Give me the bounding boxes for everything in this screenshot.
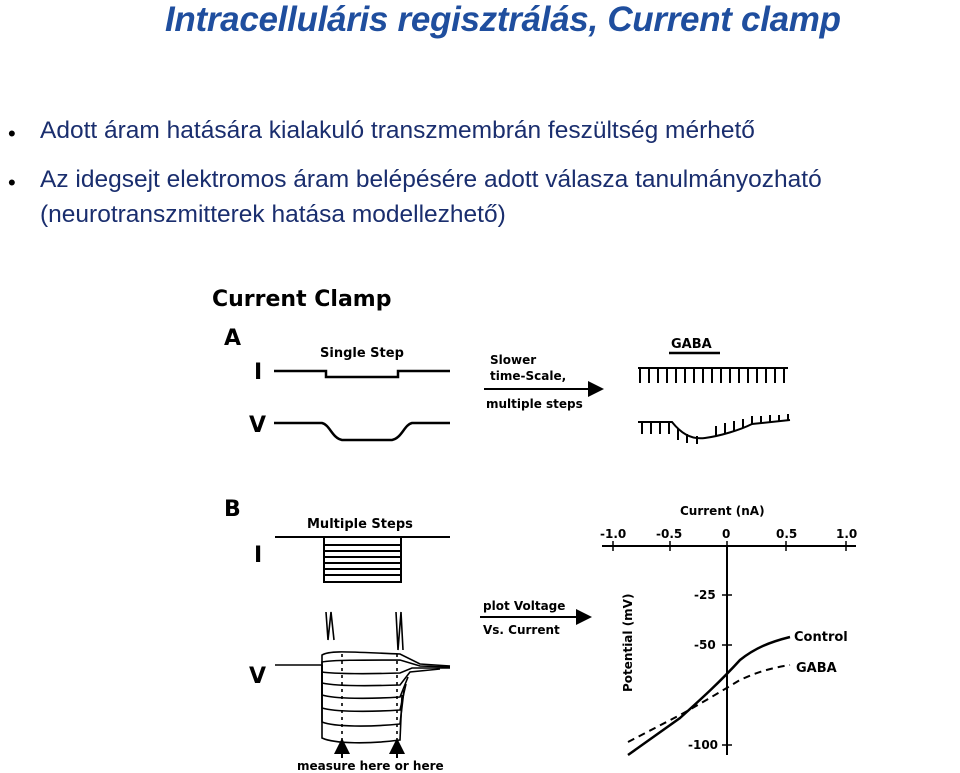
- figure-heading: Current Clamp: [212, 287, 392, 312]
- x-tick-label: -1.0: [600, 527, 627, 541]
- panel-b-letter: B: [224, 497, 241, 522]
- multiple-steps-label: Multiple Steps: [307, 517, 413, 532]
- x-tick-label: 0: [722, 527, 731, 541]
- multiple-step-currents: [275, 537, 450, 583]
- multiple-step-voltages: [275, 612, 450, 743]
- slower-label: Slower: [490, 353, 537, 367]
- single-step-label: Single Step: [320, 346, 404, 361]
- x-tick-label: 0.5: [776, 527, 798, 541]
- gaba-series-label: GABA: [796, 661, 837, 676]
- multiple-steps-arrow-label: multiple steps: [486, 397, 583, 411]
- y-tick-label: -25: [694, 588, 716, 602]
- panel-a-current-label: I: [254, 360, 263, 385]
- bullet-dot-1: •: [8, 121, 16, 146]
- bullet-text-1: Adott áram hatására kialakuló transzmembrán feszültség mérhető: [40, 117, 755, 144]
- x-tick-label: -0.5: [656, 527, 683, 541]
- gaba-current-pulses: [638, 368, 788, 383]
- x-tick-label: 1.0: [836, 527, 858, 541]
- plot-voltage-label: plot Voltage: [483, 599, 566, 613]
- slide-title: Intracelluláris regisztrálás, Current clamp: [165, 0, 841, 39]
- panel-a-voltage-label: V: [249, 413, 267, 438]
- bullet-text-2-cont: (neurotranszmitterek hatása modellezhető): [40, 201, 506, 228]
- measure-label: measure here or here: [297, 759, 444, 773]
- vs-current-label: Vs. Current: [483, 623, 560, 637]
- iv-ylabel: Potential (mV): [621, 593, 635, 692]
- y-tick-label: -50: [694, 638, 716, 652]
- panel-b-current-label: I: [254, 543, 263, 568]
- bullet-dot-2: •: [8, 170, 16, 195]
- control-series-label: Control: [794, 630, 848, 645]
- iv-xlabel: Current (nA): [680, 504, 765, 518]
- gaba-curve: [628, 665, 790, 742]
- y-tick-label: -100: [688, 738, 719, 752]
- single-step-current-trace: [274, 371, 450, 377]
- gaba-label: GABA: [671, 337, 712, 352]
- panel-b-voltage-label: V: [249, 664, 267, 689]
- gaba-voltage-response: [638, 414, 790, 444]
- single-step-voltage-trace: [274, 423, 450, 440]
- bullet-text-2: Az idegsejt elektromos áram belépésére adott válasza tanulmányozható: [40, 166, 822, 193]
- panel-a-letter: A: [224, 326, 242, 351]
- time-scale-label: time-Scale,: [490, 369, 567, 383]
